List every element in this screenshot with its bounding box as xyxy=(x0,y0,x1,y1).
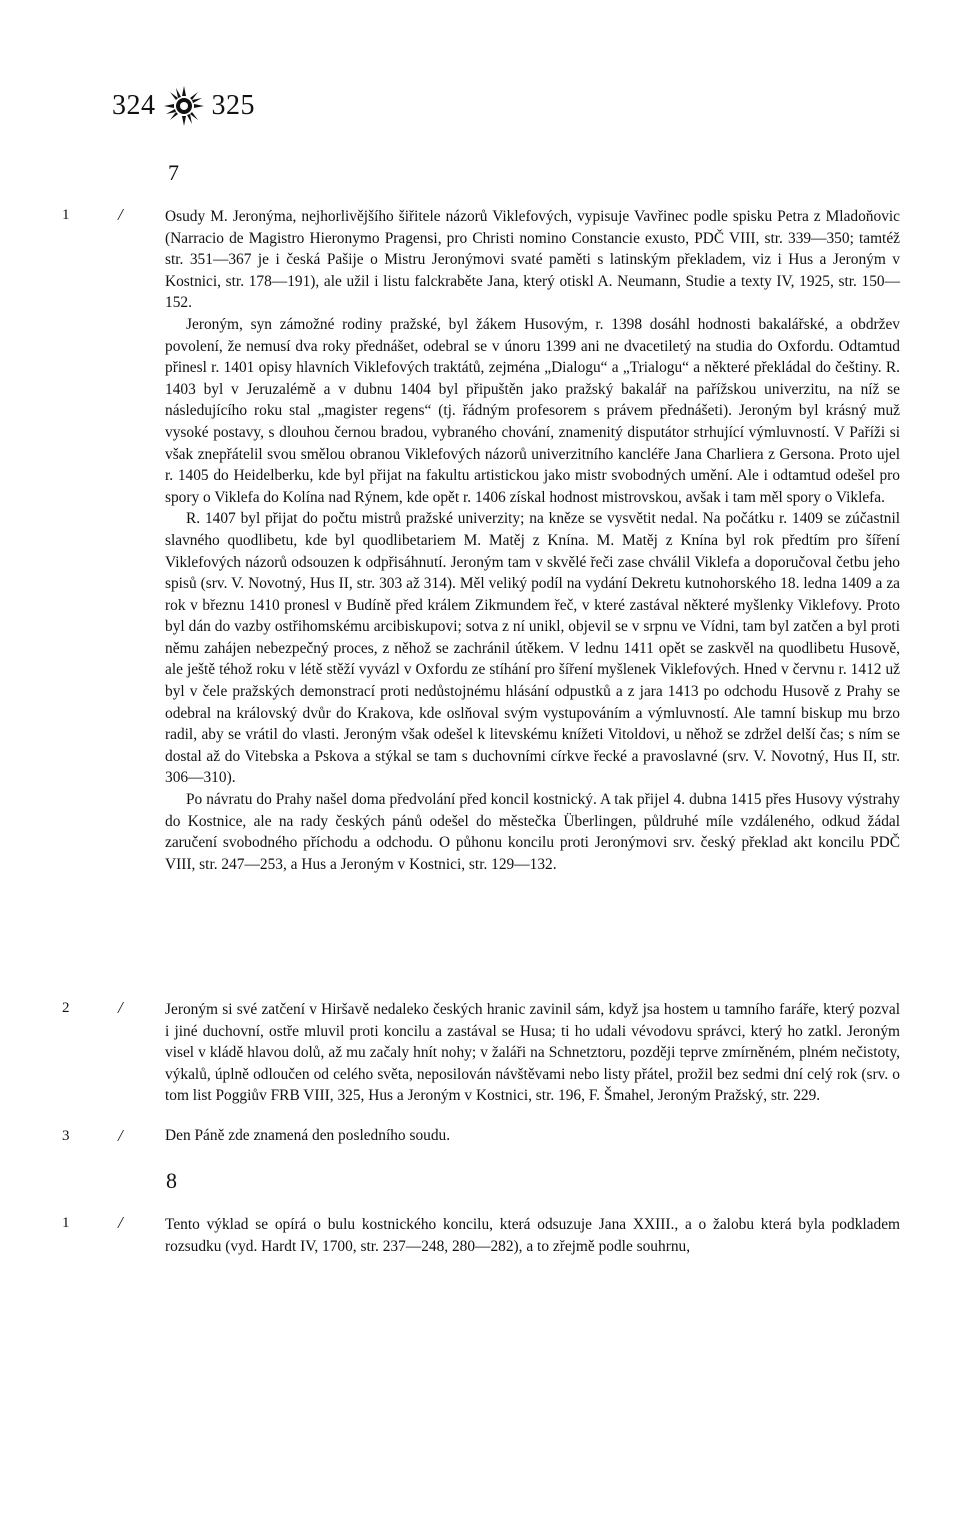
sunburst-emblem-icon xyxy=(162,84,206,128)
paragraph: Po návratu do Prahy našel doma předvolání před koncil kostnický. A tak přijel 4. dubna 1415 přes Husovy výstrahy do Kostnice, ale na rady českých pánů odešel do městečka Überlingen, půldruhé míle vzdáleného, odkud žádal zaručení svobodného příchodu a odchodu. O půhonu koncilu proti Jeronýmovi srv. český překlad akt koncilu PDČ VIII, str. 247—253, a Hus a Jeroným v Kostnici, str. 129—132. xyxy=(165,791,900,873)
note-separator: / xyxy=(118,998,123,1017)
paragraph: Jeroným, syn zámožné rodiny pražské, byl žákem Husovým, r. 1398 dosáhl hodnosti bakalářské, a obdržev povolení, že nemusí dva roky přednášet, odebral se v únoru 1399 ani ne dvacetiletý na studia do Oxfordu. Odtamtud přinesl r. 1401 opisy hlavních Viklefových traktátů, zejména „Dialogu“ a „Trialogu“ a některé překládal do češtiny. R. 1403 byl v Jeruzalémě a v dubnu 1404 byl připuštěn jako pražský bakalář na pařížskou univerzitu, na níž se následujícího roku stal „magister regens“ (tj. řádným profesorem s právem přednášeti). Jeroným byl krásný muž vysoké postavy, s dlouhou černou bradou, vybraného chování, znamenitý disputátor strhující výmluvností. V Paříži si však znepřátelil svou smělou obranou Viklefových názorů univerzitního kancléře Jana Charliera z Gersona. Proto ujel r. 1405 do Heidelberku, kde byl přijat na fakultu artistickou jako mistr svobodných umění. Ale i odtamtud odešel pro spory o Viklefa do Kolína nad Rýnem, kde opět r. 1406 získal hodnost mistrovskou, avšak i tam měl spory o Viklefa. xyxy=(165,315,900,506)
note-separator: / xyxy=(118,1126,123,1145)
note-separator: / xyxy=(118,1213,123,1232)
note-text xyxy=(165,999,900,1107)
note-text xyxy=(165,206,900,875)
right-page-number: 325 xyxy=(211,90,255,121)
note-number: 3 xyxy=(62,1128,70,1144)
paragraph: Osudy M. Jeronýma, nejhorlivějšího šiřitele názorů Viklefových, vypisuje Vavřinec podle spisku Petra z Mladoňovic (Narracio de Magistro Hieronymo Pragensi, pro Christi nomino Constancie exusto, PDČ VIII, str. 339—350; tamtéž str. 351—367 je i česká Pašije o Mistru Jeronýmovi svaté paměti s latinským překladem, viz i Hus a Jeroným v Kostnici, str. 178—191), ale užil i listu falckraběte Jana, který otiskl A. Neumann, Studie a texty IV, 1925, str. 150—152. xyxy=(165,208,900,312)
note-separator: / xyxy=(118,205,123,224)
note-number: 2 xyxy=(62,1000,70,1016)
left-page-number: 324 xyxy=(112,90,156,121)
paragraph: Den Páně zde znamená den posledního soudu. xyxy=(165,1127,451,1144)
note-text xyxy=(165,1125,900,1147)
note-text xyxy=(165,1214,900,1257)
paragraph: R. 1407 byl přijat do počtu mistrů pražské univerzity; na kněze se vysvětit nedal. Na počátku r. 1409 se zúčastnil slavného quodlibetu, kde byl quodlibetariem M. Matěj z Knína. M. Matěj z Knína byl rok předtím pro šíření Viklefových názorů odsouzen k odpřisáhnutí. Jeroným tam v skvělé řeči zase chválil Viklefa a doporučoval četbu jeho spisů (srv. V. Novotný, Hus II, str. 303 až 314). Měl veliký podíl na vydání Dekretu kutnohorského 18. ledna 1409 a za rok v březnu 1410 pronesl v Budíně před králem Zikmundem řeč, v které zastával některé myšlenky Viklefovy. Proto byl dán do vazby ostřihomskému arcibiskupovi; sotva z ní unikl, objevil se v srpnu ve Vídni, tam byl zatčen a byl proti němu zahájen nebezpečný proces, z něhož se zachránil útěkem. V lednu 1411 opět se zaskvěl na quodlibetu Husově, ale ještě téhož roku v létě stěží vyvázl v Oxfordu ze stíhání pro šíření myšlenek Viklefových. Hned v červnu r. 1412 už byl v čele pražských demonstrací proti nedůstojnému hlásání odpustků a z jara 1413 po odchodu Husově z Prahy se odebral na královský dvůr do Krakova, kde oslňoval svým vystupováním a výmluvností. Ale tamní biskup mu brzo radil, aby se vrátil do vlasti. Jeroným však odešel k litevskému knížeti Vitoldovi, u něhož se zdržel delší čas; s ním se dostal až do Vitebska a Pskova a stýkal se tam s duchovními církve řecké a pravoslavné (srv. V. Novotný, Hus II, str. 306—310). xyxy=(165,510,900,787)
section-number: 8 xyxy=(166,1168,177,1193)
note-number: 1 xyxy=(62,1215,70,1231)
paragraph: Jeroným si své zatčení v Hiršavě nedaleko českých hranic zavinil sám, když jsa hostem u tamního faráře, který pozval i jiné duchovní, ostře mluvil proti koncilu a zastával se Husa; ti ho udali vévodovu správci, který ho zatkl. Jeroným visel v kládě hlavou dolů, až mu začaly hnít nohy; v žaláři na Schnetztoru, později teprve zmírněném, plném nečistoty, výkalů, úplně odloučen od celého světa, neposilován návštěvami nebo listy přátel, prožil bez sedmi dní celý rok (srv. o tom list Poggiův FRB VIII, 325, Hus a Jeroným v Kostnici, str. 196, F. Šmahel, Jeroným Pražský, str. 229. xyxy=(165,1001,900,1105)
page-header xyxy=(112,84,255,128)
paragraph: Tento výklad se opírá o bulu kostnického koncilu, která odsuzuje Jana XXIII., a o žalobu která byla podkladem rozsudku (vyd. Hardt IV, 1700, str. 237—248, 280—282), a to zřejmě podle souhrnu, xyxy=(165,1216,900,1255)
note-number: 1 xyxy=(62,207,70,223)
section-number: 7 xyxy=(168,160,179,185)
